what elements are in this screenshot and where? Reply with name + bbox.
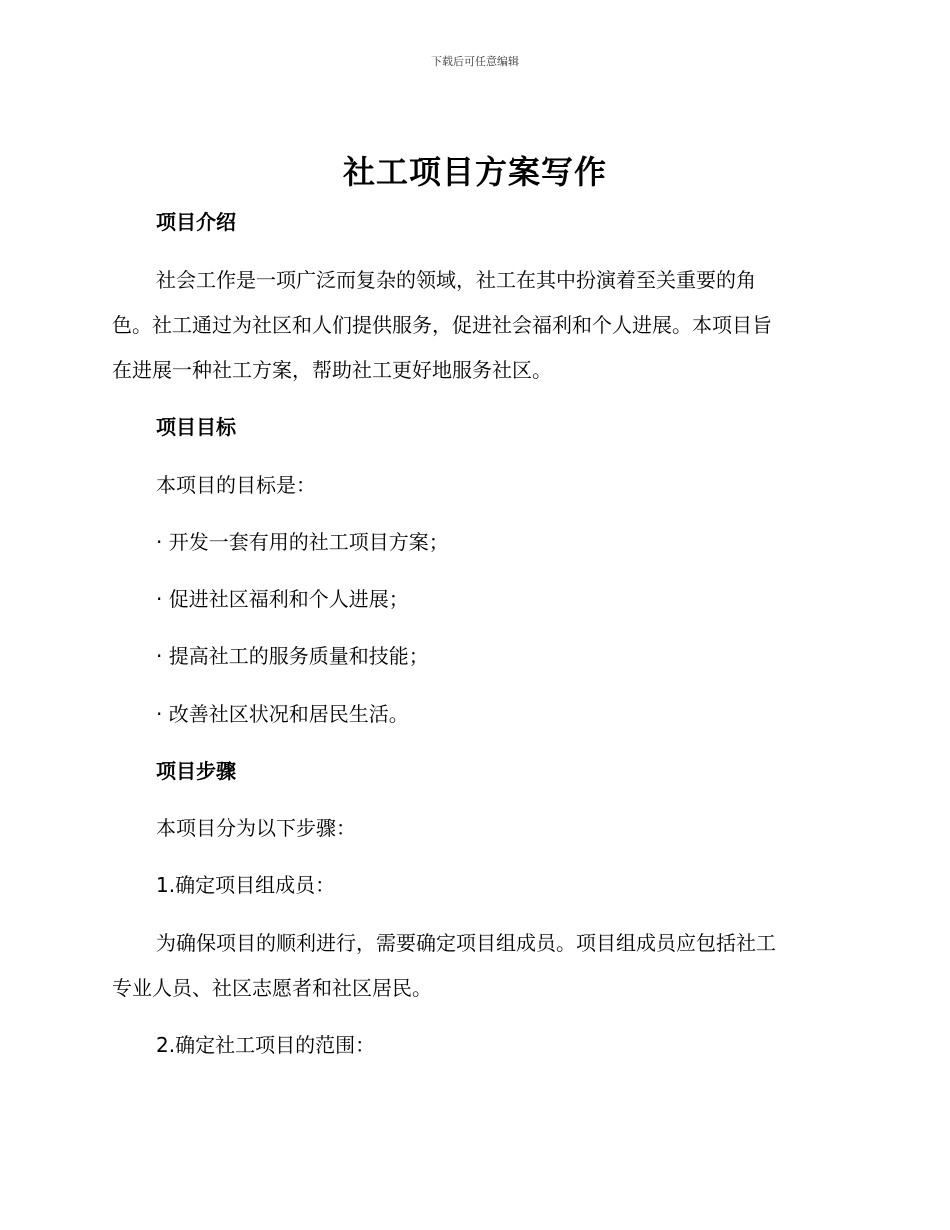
steps-lead: 本项目分为以下步骤： xyxy=(156,816,356,840)
goal-item: · 改善社区状况和居民生活。 xyxy=(156,702,409,726)
intro-paragraph-line-3: 在进展一种社工方案，帮助社工更好地服务社区。 xyxy=(112,358,552,382)
goals-lead: 本项目的目标是： xyxy=(156,473,316,497)
goal-item: · 提高社工的服务质量和技能； xyxy=(156,644,429,668)
page-header-note: 下载后可任意编辑 xyxy=(431,55,519,68)
goal-item: · 开发一套有用的社工项目方案； xyxy=(156,530,449,554)
section-heading-goals: 项目目标 xyxy=(156,415,236,439)
step-1-paragraph-line-2: 专业人员、社区志愿者和社区居民。 xyxy=(112,976,432,1000)
goal-item: · 促进社区福利和个人进展； xyxy=(156,587,409,611)
intro-paragraph-line-1: 社会工作是一项广泛而复杂的领域，社工在其中扮演着至关重要的角 xyxy=(156,268,756,292)
section-heading-steps: 项目步骤 xyxy=(156,759,236,783)
section-heading-intro: 项目介绍 xyxy=(156,210,236,234)
step-2-title: 2.确定社工项目的范围： xyxy=(156,1033,376,1057)
step-1-title: 1.确定项目组成员： xyxy=(156,873,336,897)
step-1-paragraph-line-1: 为确保项目的顺利进行，需要确定项目组成员。项目组成员应包括社工 xyxy=(156,931,776,955)
intro-paragraph-line-2: 色。社工通过为社区和人们提供服务，促进社会福利和个人进展。本项目旨 xyxy=(112,313,772,337)
document-title: 社工项目方案写作 xyxy=(342,153,607,191)
